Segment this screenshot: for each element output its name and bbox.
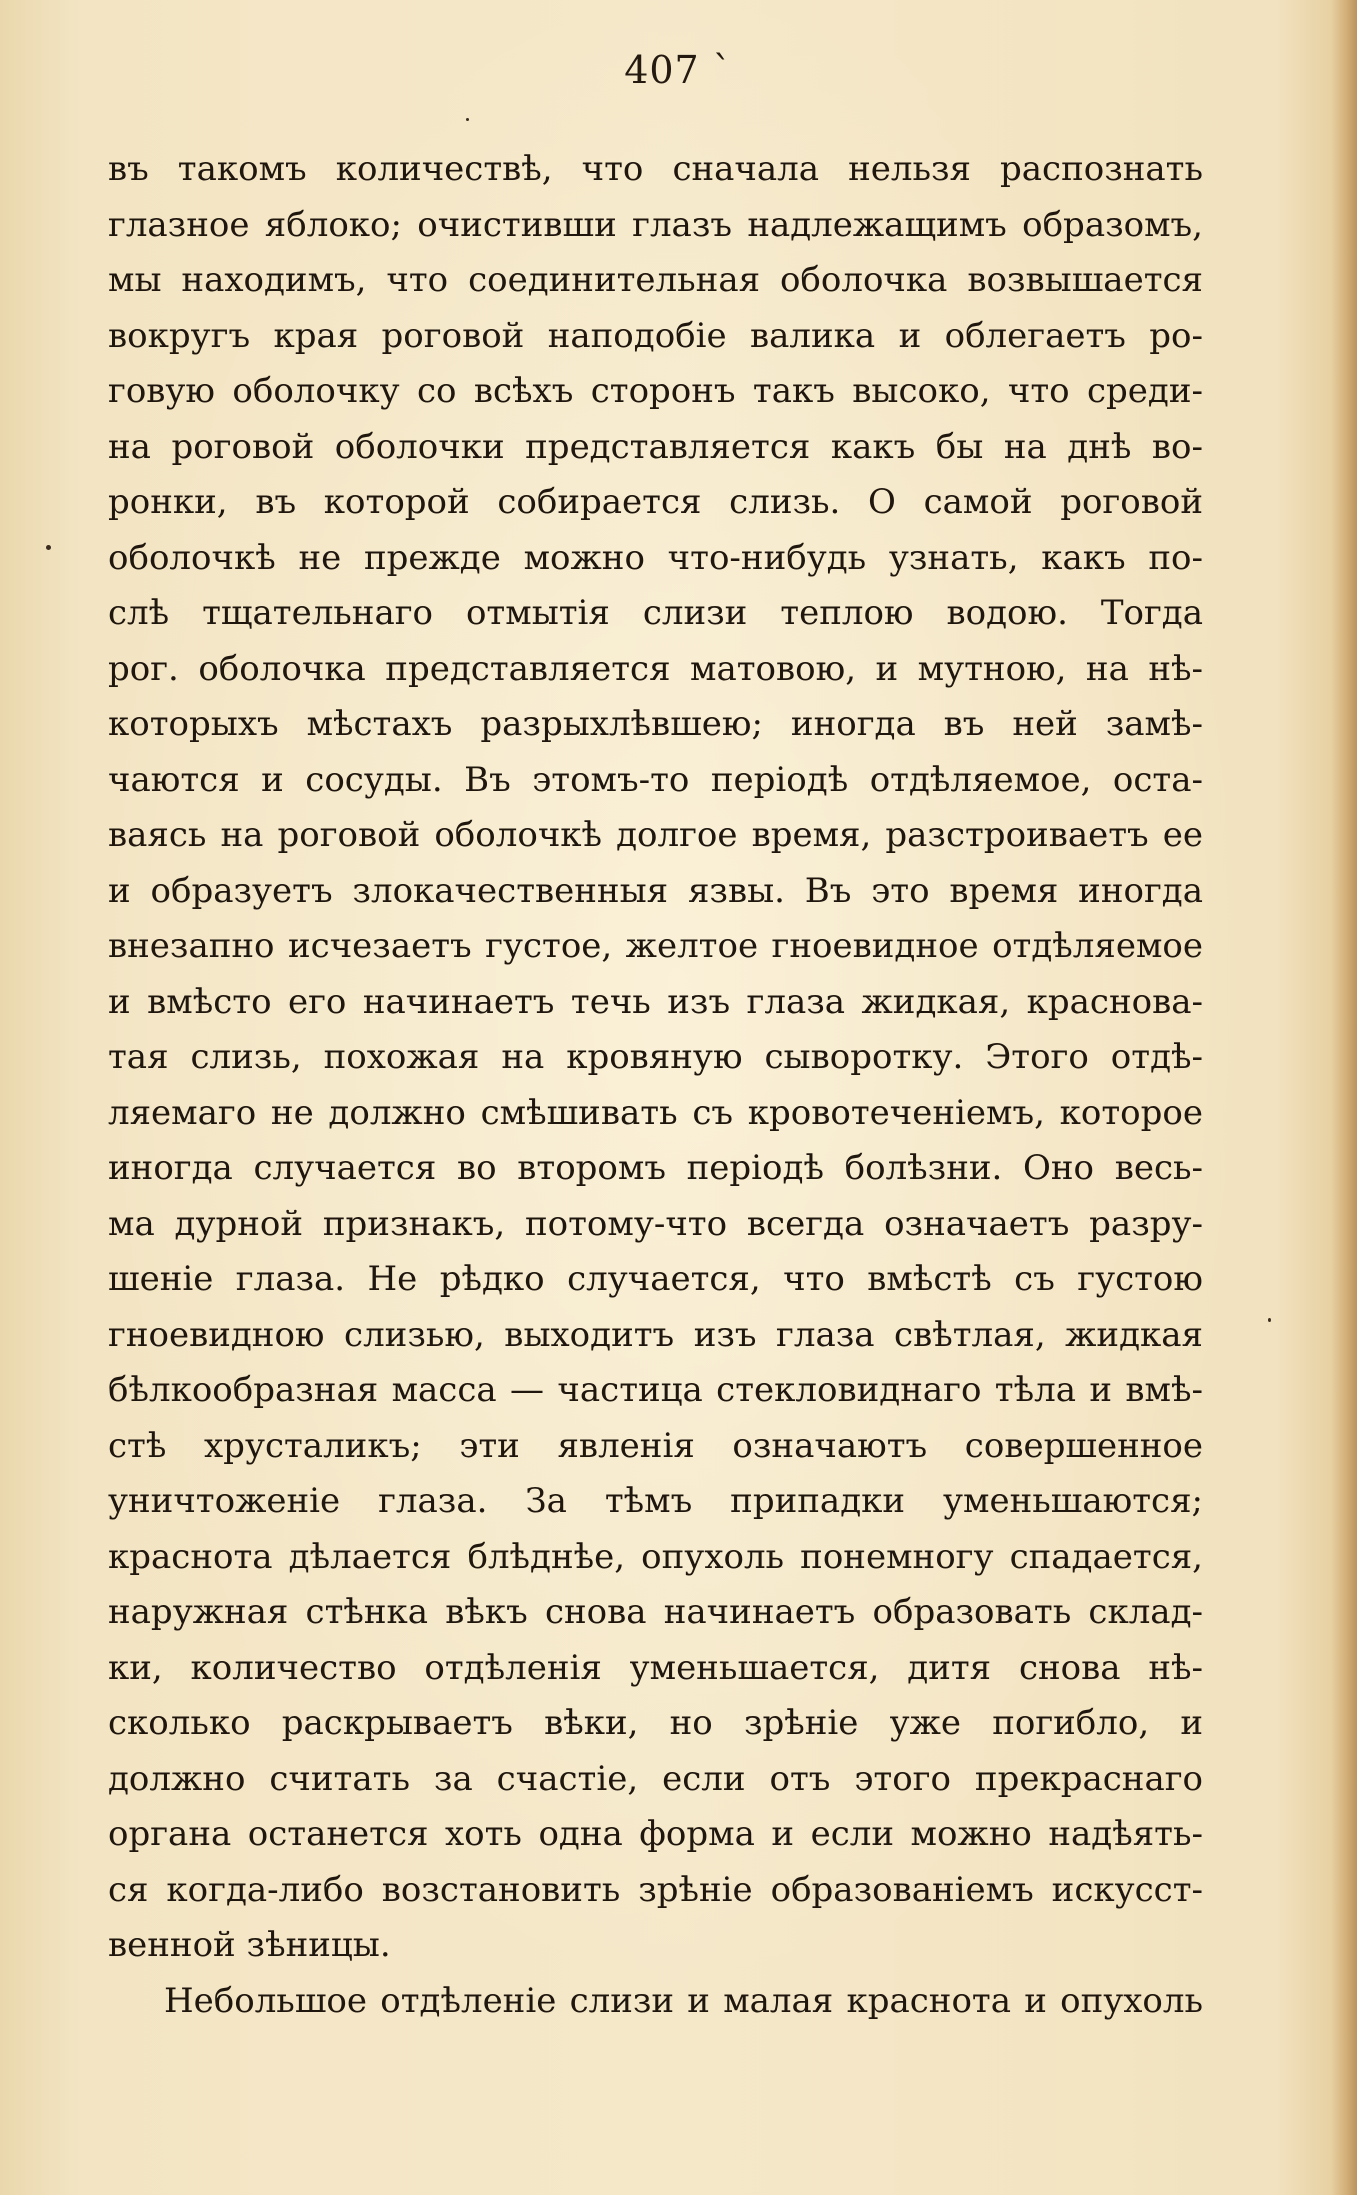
text-line: глазное яблоко; очистивши глазъ надлежащимъ образомъ, bbox=[108, 204, 1203, 245]
paragraph-first-line: Небольшое отдѣленіе слизи и малая краснота и опухоль bbox=[164, 1980, 1203, 2021]
text-line: ки, количество отдѣленія уменьшается, дитя снова нѣ- bbox=[108, 1647, 1203, 1688]
text-line: венной зѣницы. bbox=[108, 1925, 391, 1965]
page-edge-shadow bbox=[1331, 0, 1357, 2195]
ink-speck bbox=[1268, 1318, 1271, 1322]
text-line: стѣ хрусталикъ; эти явленія означаютъ совершенное bbox=[108, 1425, 1203, 1466]
body-text bbox=[108, 142, 1203, 2029]
ink-speck bbox=[46, 545, 51, 550]
text-line: и вмѣсто его начинаетъ течь изъ глаза жидкая, краснова- bbox=[108, 981, 1203, 1022]
text-line: ваясь на роговой оболочкѣ долгое время, разстроиваетъ ее bbox=[108, 815, 1203, 855]
page-number: 407 ` bbox=[624, 48, 733, 92]
ink-speck bbox=[466, 118, 469, 121]
text-line: гноевидною слизью, выходитъ изъ глаза свѣтлая, жидкая bbox=[108, 1314, 1203, 1355]
text-line: должно считать за счастіе, если отъ этого прекраснаго bbox=[108, 1758, 1203, 1799]
text-line: иногда случается во второмъ періодѣ болѣзни. Оно весь- bbox=[108, 1148, 1203, 1188]
text-line: и образуетъ злокачественныя язвы. Въ это время иногда bbox=[108, 870, 1203, 911]
text-line: ся когда-либо возстановить зрѣніе образованіемъ искусст- bbox=[108, 1869, 1203, 1910]
text-line: шеніе глаза. Не рѣдко случается, что вмѣстѣ съ густою bbox=[108, 1259, 1203, 1299]
text-line: въ такомъ количествѣ, что сначала нельзя распознать bbox=[108, 149, 1203, 189]
text-line: ма дурной признакъ, потому-что всегда означаетъ разру- bbox=[108, 1203, 1203, 1244]
text-line: вокругъ края роговой наподобіе валика и облегаетъ ро- bbox=[108, 315, 1203, 356]
text-line: на роговой оболочки представляется какъ бы на днѣ во- bbox=[108, 426, 1203, 467]
text-line: чаются и сосуды. Въ этомъ-то періодѣ отдѣляемое, оста- bbox=[108, 759, 1203, 800]
text-line: рог. оболочка представляется матовою, и мутною, на нѣ- bbox=[108, 648, 1203, 689]
text-line: ронки, въ которой собирается слизь. О самой роговой bbox=[108, 482, 1203, 522]
text-line: оболочкѣ не прежде можно что-нибудь узнать, какъ по- bbox=[108, 537, 1203, 578]
text-line: внезапно исчезаетъ густое, желтое гноевидное отдѣляемое bbox=[108, 926, 1203, 966]
text-line: бѣлкообразная масса — частица стекловиднаго тѣла и вмѣ- bbox=[108, 1370, 1203, 1410]
text-line: органа останется хоть одна форма и если можно надѣять- bbox=[108, 1814, 1203, 1854]
text-line: тая слизь, похожая на кровяную сыворотку. Этого отдѣ- bbox=[108, 1037, 1203, 1077]
text-line: уничтоженіе глаза. За тѣмъ припадки уменьшаются; bbox=[108, 1481, 1203, 1521]
text-line: которыхъ мѣстахъ разрыхлѣвшею; иногда въ ней замѣ- bbox=[108, 704, 1203, 744]
text-line: мы находимъ, что соединительная оболочка возвышается bbox=[108, 260, 1203, 300]
text-line: сколько раскрываетъ вѣки, но зрѣніе уже погибло, и bbox=[108, 1703, 1203, 1743]
text-line: ляемаго не должно смѣшивать съ кровотеченіемъ, которое bbox=[108, 1092, 1203, 1133]
text-line: слѣ тщательнаго отмытія слизи теплою водою. Тогда bbox=[108, 593, 1203, 633]
text-line: говую оболочку со всѣхъ сторонъ такъ высоко, что среди- bbox=[108, 371, 1203, 411]
text-line: наружная стѣнка вѣкъ снова начинаетъ образовать склад- bbox=[108, 1592, 1203, 1632]
text-line: краснота дѣлается блѣднѣе, опухоль понемногу спадается, bbox=[108, 1536, 1203, 1577]
